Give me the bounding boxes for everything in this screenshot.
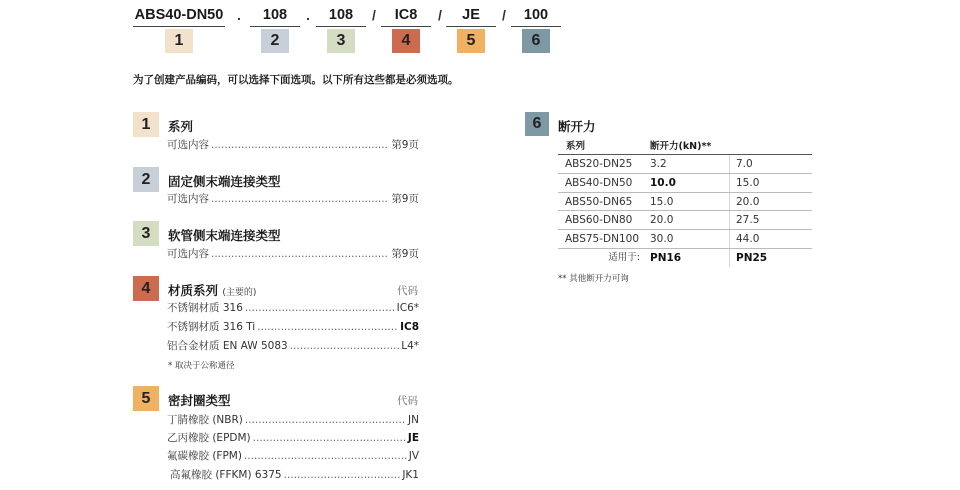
material-row (167, 300, 419, 316)
section-1-title: 系列 (168, 119, 194, 134)
dot-leader (257, 319, 398, 335)
footer-label: 适用于: (608, 251, 640, 263)
code-separator: . (306, 7, 310, 23)
code-number-badge: 3 (327, 29, 355, 53)
cell-pn16-selected: 10.0 (646, 174, 730, 192)
row-label: 铝合金材质 EN AW 5083 (167, 340, 288, 352)
code-value: 100 (523, 7, 549, 23)
code-separator: / (502, 7, 506, 23)
code-separator: . (237, 7, 241, 23)
row-label: 可选内容 (167, 248, 209, 260)
section-title-text: 材质系列 (168, 283, 219, 298)
code-number-badge: 6 (522, 29, 550, 53)
section-2-title: 固定侧末端连接类型 (168, 174, 281, 189)
code-value: IC8 (394, 7, 418, 23)
code-underline (250, 26, 300, 27)
seal-row (167, 412, 419, 428)
section-2-badge: 2 (133, 167, 159, 192)
option-code: JN (408, 414, 419, 426)
row-label: 不锈钢材质 316 (167, 302, 243, 314)
table-row (558, 193, 812, 212)
dot-leader (253, 430, 406, 446)
section-1-row (167, 137, 419, 153)
cell-pn16: 15.0 (646, 193, 730, 211)
header-series: 系列 (566, 141, 586, 152)
section-4-badge: 4 (133, 276, 159, 301)
code-part-material (381, 5, 431, 53)
row-label: 高氟橡胶 (FFKM) 6375 (170, 469, 282, 481)
code-underline (316, 26, 366, 27)
cell-series: ABS20-DN25 (565, 158, 633, 170)
header-break-force: 断开力(kN)** (650, 141, 712, 152)
code-underline (381, 26, 431, 27)
material-footnote: * 取决于公称通径 (168, 361, 235, 371)
option-code: JV (408, 450, 419, 462)
row-label: 丁腈橡胶 (NBR) (167, 414, 243, 426)
dot-leader (284, 467, 401, 483)
row-label: 可选内容 (167, 193, 209, 205)
table-row (558, 230, 812, 249)
section-6-badge: 6 (525, 112, 549, 136)
cell-pn16: 20.0 (646, 211, 730, 229)
footer-pn25: PN25 (736, 251, 768, 264)
intro-text: 为了创建产品编码，可以选择下面选项。以下所有这些都是必须选项。 (133, 74, 459, 86)
table-header (558, 138, 812, 155)
code-part-series (133, 5, 225, 53)
code-value: ABS40-DN50 (134, 7, 224, 23)
code-column-header: 代码 (397, 285, 418, 297)
dot-leader (290, 338, 400, 354)
row-label: 乙丙橡胶 (EPDM) (167, 432, 251, 444)
code-value: 108 (328, 7, 354, 23)
cell-pn25: 27.5 (736, 214, 760, 227)
option-code-selected: JE (407, 432, 419, 444)
code-underline (511, 26, 561, 27)
code-value: JE (462, 7, 480, 23)
material-row (167, 319, 419, 335)
option-code: L4* (401, 340, 419, 352)
code-number-badge: 4 (392, 29, 420, 53)
code-separator: / (438, 7, 442, 23)
code-part-fixed-end (250, 5, 300, 53)
code-underline (446, 26, 496, 27)
code-part-seal (446, 5, 496, 53)
table-row (558, 174, 812, 193)
cell-series: ABS75-DN100 (565, 233, 639, 246)
section-6-title: 断开力 (558, 119, 596, 134)
dot-leader (245, 412, 406, 428)
option-code: IC6* (396, 302, 419, 314)
cell-pn25: 44.0 (736, 233, 760, 246)
table-footer (558, 249, 812, 267)
cell-pn25: 7.0 (736, 158, 753, 170)
dot-leader (245, 300, 395, 316)
code-value: 108 (262, 7, 288, 23)
seal-row (170, 467, 419, 483)
section-3-title: 软管侧末端连接类型 (168, 228, 281, 243)
section-1-badge: 1 (133, 112, 159, 137)
section-3-row (167, 246, 419, 262)
cell-series: ABS60-DN80 (565, 214, 633, 227)
section-4-title (168, 281, 256, 299)
row-label: 不锈钢材质 316 Ti (167, 321, 256, 333)
break-force-footnote: ** 其他断开力可询 (558, 274, 629, 284)
code-part-break-force (511, 5, 561, 53)
header-empty (730, 138, 812, 154)
option-code-selected: IC8 (400, 321, 419, 333)
code-part-hose-end (316, 5, 366, 53)
cell-series: ABS50-DN65 (565, 195, 633, 208)
section-3-badge: 3 (133, 221, 159, 246)
cell-pn25: 15.0 (736, 176, 760, 189)
code-number-badge: 2 (261, 29, 289, 53)
page-reference: 第9页 (391, 248, 419, 260)
code-column-header: 代码 (397, 395, 418, 407)
dot-leader (211, 191, 389, 207)
dot-leader (211, 137, 389, 153)
cell-pn16: 3.2 (646, 155, 730, 173)
row-label: 氟碳橡胶 (FPM) (167, 450, 242, 462)
break-force-table (558, 138, 812, 267)
table-row (558, 211, 812, 230)
seal-row (167, 430, 419, 446)
cell-series: ABS40-DN50 (565, 176, 633, 189)
page-reference: 第9页 (391, 193, 419, 205)
section-2-row (167, 191, 419, 207)
dot-leader (244, 448, 407, 464)
option-code: JK1 (402, 469, 419, 481)
code-separator: / (372, 7, 376, 23)
dot-leader (211, 246, 389, 262)
page-reference: 第9页 (391, 139, 419, 151)
section-title-note: (主要的) (222, 288, 257, 298)
cell-pn25: 20.0 (736, 195, 760, 208)
material-row (167, 338, 419, 354)
section-5-title: 密封圈类型 (168, 393, 231, 408)
code-number-badge: 5 (457, 29, 485, 53)
code-underline (133, 26, 225, 27)
table-row (558, 155, 812, 174)
footer-pn16: PN16 (646, 249, 730, 267)
cell-pn16: 30.0 (646, 230, 730, 248)
seal-row (167, 448, 419, 464)
section-5-badge: 5 (133, 386, 159, 411)
row-label: 可选内容 (167, 139, 209, 151)
code-number-badge: 1 (165, 29, 193, 53)
